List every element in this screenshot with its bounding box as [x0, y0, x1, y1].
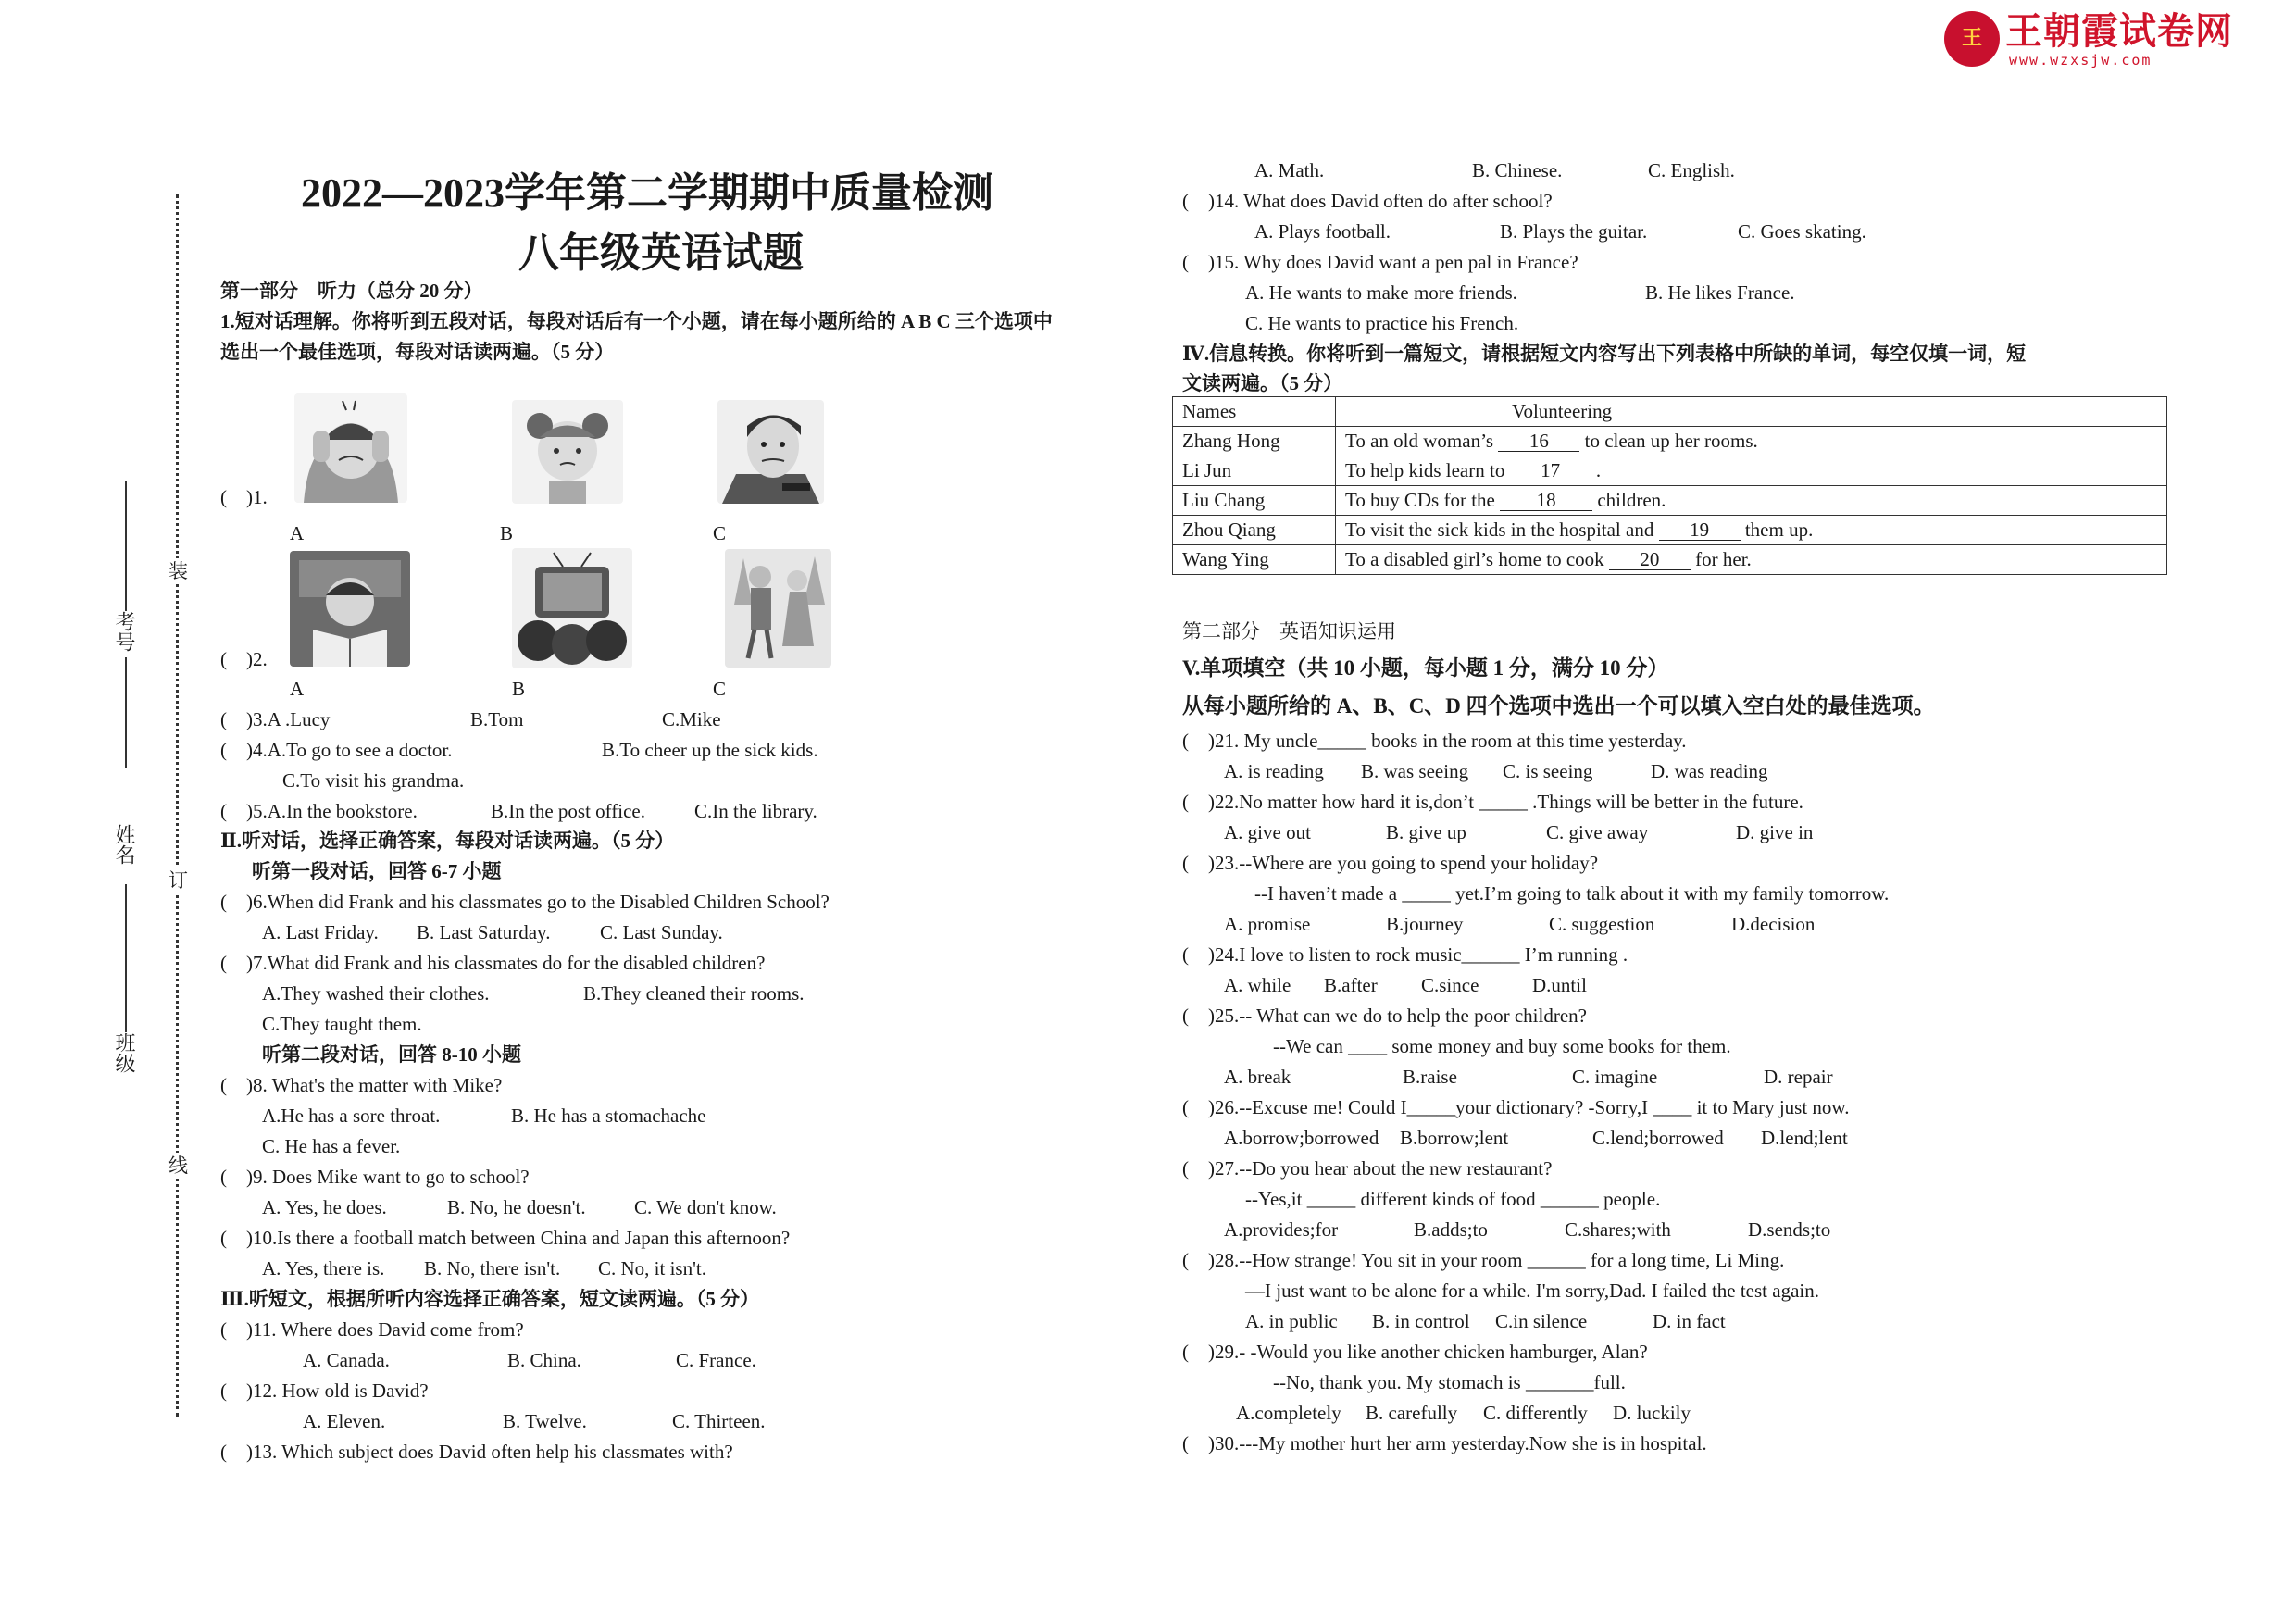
sec5-instruction: 从每小题所给的 A、B、C、D 四个选项中选出一个可以填入空白处的最佳选项。: [1182, 694, 1935, 718]
q29-option-a: A.completely: [1236, 1402, 1341, 1424]
activity-text: to clean up her rooms.: [1579, 430, 1758, 452]
blank-16[interactable]: 16: [1498, 431, 1579, 452]
q1-picture-b: [512, 400, 623, 504]
q26-stem: ( )26.--Excuse me! Could I_____your dictionary? -Sorry,I ____ it to Mary just now.: [1182, 1096, 1850, 1118]
q13-option-c: C. English.: [1648, 159, 1735, 181]
q2-picture-a: [290, 551, 410, 667]
table-cell-activity: [1336, 545, 2167, 575]
q21-stem: ( )21. My uncle_____ books in the room at this time yesterday.: [1182, 730, 1687, 752]
table-row: [1173, 486, 2167, 516]
kaohao-line-top: [125, 481, 127, 611]
q7-option-c: C.They taught them.: [262, 1013, 422, 1035]
q10-option-b: B. No, there isn't.: [424, 1257, 561, 1280]
q9-stem: ( )9. Does Mike want to go to school?: [220, 1166, 530, 1188]
q15-option-c: C. He wants to practice his French.: [1245, 312, 1519, 334]
q6-stem: ( )6.When did Frank and his classmates go to the Disabled Children School?: [220, 891, 830, 913]
q1-stem: ( )1.: [220, 486, 268, 508]
q9-option-a: A. Yes, he does.: [262, 1196, 387, 1218]
q29-option-b: B. carefully: [1366, 1402, 1458, 1424]
table-cell-name: Zhou Qiang: [1173, 516, 1336, 545]
q28-option-d: D. in fact: [1653, 1310, 1726, 1332]
q21-option-d: D. was reading: [1651, 760, 1768, 782]
q12-option-c: C. Thirteen.: [672, 1410, 766, 1432]
q28-option-a: A. in public: [1245, 1310, 1338, 1332]
q3-option-c: C.Mike: [662, 708, 721, 730]
q9-option-c: C. We don't know.: [634, 1196, 777, 1218]
binding-mark-xian: 线: [168, 1155, 188, 1177]
binding-mark-zhuang: 装: [168, 560, 188, 582]
table-cell-name: Wang Ying: [1173, 545, 1336, 575]
q25-option-c: C. imagine: [1572, 1066, 1658, 1088]
q6-option-c: C. Last Sunday.: [600, 921, 723, 943]
part1-heading: 第一部分 听力（总分 20 分）: [220, 280, 483, 302]
q22-option-c: C. give away: [1546, 821, 1649, 843]
sec4-instruction-2: 文读两遍。（5 分）: [1182, 372, 1343, 394]
q5-option-b: B.In the post office.: [491, 800, 645, 822]
q21-option-a: A. is reading: [1224, 760, 1324, 782]
q23-option-a: A. promise: [1224, 913, 1311, 935]
blank-20[interactable]: 20: [1609, 549, 1691, 570]
activity-text: them up.: [1740, 518, 1814, 541]
sec2-dialogue-2: 听第二段对话，回答 8-10 小题: [262, 1043, 521, 1066]
q15-option-a: A. He wants to make more friends.: [1245, 281, 1517, 304]
kaohao-label: 考号: [113, 611, 136, 652]
q11-stem: ( )11. Where does David come from?: [220, 1318, 524, 1341]
sec2-dialogue-1: 听第一段对话，回答 6-7 小题: [252, 860, 502, 882]
blank-19[interactable]: 19: [1659, 519, 1741, 541]
table-header-volunteering: Volunteering: [1336, 397, 2167, 427]
q5-option-c: C.In the library.: [694, 800, 817, 822]
q25-stem: ( )25.-- What can we do to help the poor children?: [1182, 1005, 1587, 1027]
q10-option-c: C. No, it isn't.: [598, 1257, 706, 1280]
q8-stem: ( )8. What's the matter with Mike?: [220, 1074, 503, 1096]
logo-name: 王朝霞试卷网: [2005, 10, 2233, 53]
q12-option-b: B. Twelve.: [503, 1410, 587, 1432]
q11-option-b: B. China.: [507, 1349, 581, 1371]
sec5-heading: V.单项填空（共 10 小题，每小题 1 分，满分 10 分）: [1182, 656, 1669, 680]
q28-option-c: C.in silence: [1495, 1310, 1588, 1332]
q11-option-c: C. France.: [676, 1349, 756, 1371]
xingming-label: 姓名: [113, 824, 136, 865]
q26-option-c: C.lend;borrowed: [1592, 1127, 1724, 1149]
q26-option-d: D.lend;lent: [1761, 1127, 1848, 1149]
binding-mark-ding: 订: [168, 869, 188, 892]
q1-label-c: C: [713, 522, 727, 544]
q8-option-b: B. He has a stomachache: [511, 1105, 706, 1127]
q7-option-b: B.They cleaned their rooms.: [583, 982, 805, 1005]
q4-option-b: B.To cheer up the sick kids.: [602, 739, 818, 761]
table-header-row: [1173, 397, 2167, 427]
sec1-instruction-2: 选出一个最佳选项，每段对话读两遍。（5 分）: [220, 341, 615, 363]
sec2-heading: Ⅱ.听对话，选择正确答案，每段对话读两遍。（5 分）: [220, 830, 675, 852]
q13-option-b: B. Chinese.: [1472, 159, 1563, 181]
activity-text: To an old woman’s: [1345, 430, 1499, 452]
table-cell-name: Zhang Hong: [1173, 427, 1336, 456]
site-logo: [1944, 11, 2250, 70]
table-cell-name: Liu Chang: [1173, 486, 1336, 516]
q14-option-a: A. Plays football.: [1254, 220, 1391, 243]
table-cell-activity: [1336, 427, 2167, 456]
q10-stem: ( )10.Is there a football match between China and Japan this afternoon?: [220, 1227, 791, 1249]
xingming-line: [125, 884, 127, 1032]
q23-option-d: D.decision: [1731, 913, 1816, 935]
q27-stem: ( )27.--Do you hear about the new restaurant?: [1182, 1157, 1553, 1180]
q24-stem: ( )24.I love to listen to rock music______ I’m running .: [1182, 943, 1628, 966]
q24-option-c: C.since: [1421, 974, 1479, 996]
q29-stem: ( )29.- -Would you like another chicken hamburger, Alan?: [1182, 1341, 1648, 1363]
q26-option-a: A.borrow;borrowed: [1224, 1127, 1379, 1149]
q5-stem: ( )5.A.In the bookstore.: [220, 800, 418, 822]
sec3-heading: Ⅲ.听短文，根据所听内容选择正确答案，短文读两遍。（5 分）: [220, 1288, 760, 1310]
q28-dialogue: —I just want to be alone for a while. I'm sorry,Dad. I failed the test again.: [1245, 1280, 1819, 1302]
table-cell-name: Li Jun: [1173, 456, 1336, 486]
table-row: [1173, 516, 2167, 545]
q4-stem: ( )4.A.To go to see a doctor.: [220, 739, 453, 761]
q10-option-a: A. Yes, there is.: [262, 1257, 385, 1280]
q24-option-b: B.after: [1324, 974, 1378, 996]
sec1-instruction-1: 1.短对话理解。你将听到五段对话，每段对话后有一个小题，请在每小题所给的 A B C 三个选项中: [220, 310, 1053, 332]
blank-18[interactable]: 18: [1500, 490, 1592, 511]
q27-option-b: B.adds;to: [1414, 1218, 1488, 1241]
q9-option-b: B. No, he doesn't.: [447, 1196, 586, 1218]
q24-option-a: A. while: [1224, 974, 1292, 996]
q28-option-b: B. in control: [1372, 1310, 1470, 1332]
q27-option-c: C.shares;with: [1565, 1218, 1671, 1241]
q8-option-c: C. He has a fever.: [262, 1135, 401, 1157]
q30-stem: ( )30.---My mother hurt her arm yesterday.Now she is in hospital.: [1182, 1432, 1707, 1454]
part2-heading: 第二部分 英语知识运用: [1182, 620, 1396, 643]
q4-option-c: C.To visit his grandma.: [282, 769, 465, 792]
activity-text: To a disabled girl’s home to cook: [1345, 548, 1609, 570]
q22-stem: ( )22.No matter how hard it is,don’t _____ .Things will be better in the future.: [1182, 791, 1803, 813]
q27-option-a: A.provides;for: [1224, 1218, 1339, 1241]
activity-text: .: [1591, 459, 1602, 481]
q25-dialogue: --We can ____ some money and buy some books for them.: [1273, 1035, 1731, 1057]
logo-url: www.wzxsjw.com: [2009, 52, 2152, 69]
q23-option-c: C. suggestion: [1549, 913, 1655, 935]
activity-text: To buy CDs for the: [1345, 489, 1501, 511]
q22-option-b: B. give up: [1386, 821, 1466, 843]
table-row: [1173, 427, 2167, 456]
q12-stem: ( )12. How old is David?: [220, 1380, 429, 1402]
table-cell-activity: [1336, 486, 2167, 516]
activity-text: To visit the sick kids in the hospital and: [1345, 518, 1659, 541]
table-cell-activity: [1336, 456, 2167, 486]
q7-option-a: A.They washed their clothes.: [262, 982, 490, 1005]
q13-option-a: A. Math.: [1254, 159, 1325, 181]
q24-option-d: D.until: [1532, 974, 1587, 996]
blank-17[interactable]: 17: [1510, 460, 1591, 481]
q15-option-b: B. He likes France.: [1645, 281, 1795, 304]
exam-title: 2022—2023学年第二学期期中质量检测: [301, 170, 993, 216]
kaohao-line: [125, 657, 127, 768]
q22-option-a: A. give out: [1224, 821, 1311, 843]
q27-option-d: D.sends;to: [1748, 1218, 1831, 1241]
q7-stem: ( )7.What did Frank and his classmates do for the disabled children?: [220, 952, 766, 974]
q3-option-b: B.Tom: [470, 708, 524, 730]
q1-picture-a: [294, 393, 407, 503]
q3-stem: ( )3.A .Lucy: [220, 708, 331, 730]
q15-stem: ( )15. Why does David want a pen pal in France?: [1182, 251, 1578, 273]
q25-option-a: A. break: [1224, 1066, 1292, 1088]
q1-label-b: B: [500, 522, 514, 544]
q25-option-b: B.raise: [1403, 1066, 1457, 1088]
q2-picture-b: [512, 548, 632, 668]
table-header-names: Names: [1173, 397, 1336, 427]
banji-label: 班级: [113, 1032, 136, 1073]
logo-seal-icon: 王: [1944, 11, 2000, 67]
q2-picture-c: [725, 549, 831, 668]
q2-label-b: B: [512, 678, 526, 700]
q1-picture-c: [718, 400, 824, 504]
q2-stem: ( )2.: [220, 648, 268, 670]
q29-dialogue: --No, thank you. My stomach is _______full.: [1273, 1371, 1626, 1393]
q14-option-c: C. Goes skating.: [1738, 220, 1866, 243]
sec4-instruction-1: Ⅳ.信息转换。你将听到一篇短文，请根据短文内容写出下列表格中所缺的单词，每空仅填一词，短: [1182, 343, 2027, 365]
q23-stem: ( )23.--Where are you going to spend your holiday?: [1182, 852, 1599, 874]
q22-option-d: D. give in: [1736, 821, 1814, 843]
q14-stem: ( )14. What does David often do after school?: [1182, 190, 1553, 212]
q8-option-a: A.He has a sore throat.: [262, 1105, 441, 1127]
volunteering-table: [1172, 396, 2167, 575]
q25-option-d: D. repair: [1764, 1066, 1833, 1088]
q11-option-a: A. Canada.: [303, 1349, 390, 1371]
exam-subtitle: 八年级英语试题: [518, 231, 804, 276]
q29-option-d: D. luckily: [1613, 1402, 1691, 1424]
q2-label-c: C: [713, 678, 727, 700]
q14-option-b: B. Plays the guitar.: [1500, 220, 1648, 243]
q12-option-a: A. Eleven.: [303, 1410, 386, 1432]
binding-dotted-line: [176, 194, 179, 1417]
table-row: [1173, 456, 2167, 486]
q26-option-b: B.borrow;lent: [1400, 1127, 1509, 1149]
q13-stem: ( )13. Which subject does David often help his classmates with?: [220, 1441, 733, 1463]
q28-stem: ( )28.--How strange! You sit in your room ______ for a long time, Li Ming.: [1182, 1249, 1785, 1271]
q23-dialogue: --I haven’t made a _____ yet.I’m going to talk about it with my family tomorrow.: [1254, 882, 1890, 905]
q6-option-a: A. Last Friday.: [262, 921, 379, 943]
q2-label-a: A: [290, 678, 305, 700]
q1-label-a: A: [290, 522, 305, 544]
q6-option-b: B. Last Saturday.: [417, 921, 551, 943]
q21-option-b: B. was seeing: [1361, 760, 1469, 782]
q21-option-c: C. is seeing: [1503, 760, 1593, 782]
q27-dialogue: --Yes,it _____ different kinds of food ______ people.: [1245, 1188, 1661, 1210]
q29-option-c: C. differently: [1483, 1402, 1588, 1424]
table-row: [1173, 545, 2167, 575]
q23-option-b: B.journey: [1386, 913, 1464, 935]
activity-text: To help kids learn to: [1345, 459, 1510, 481]
activity-text: children.: [1592, 489, 1666, 511]
activity-text: for her.: [1690, 548, 1752, 570]
table-cell-activity: [1336, 516, 2167, 545]
